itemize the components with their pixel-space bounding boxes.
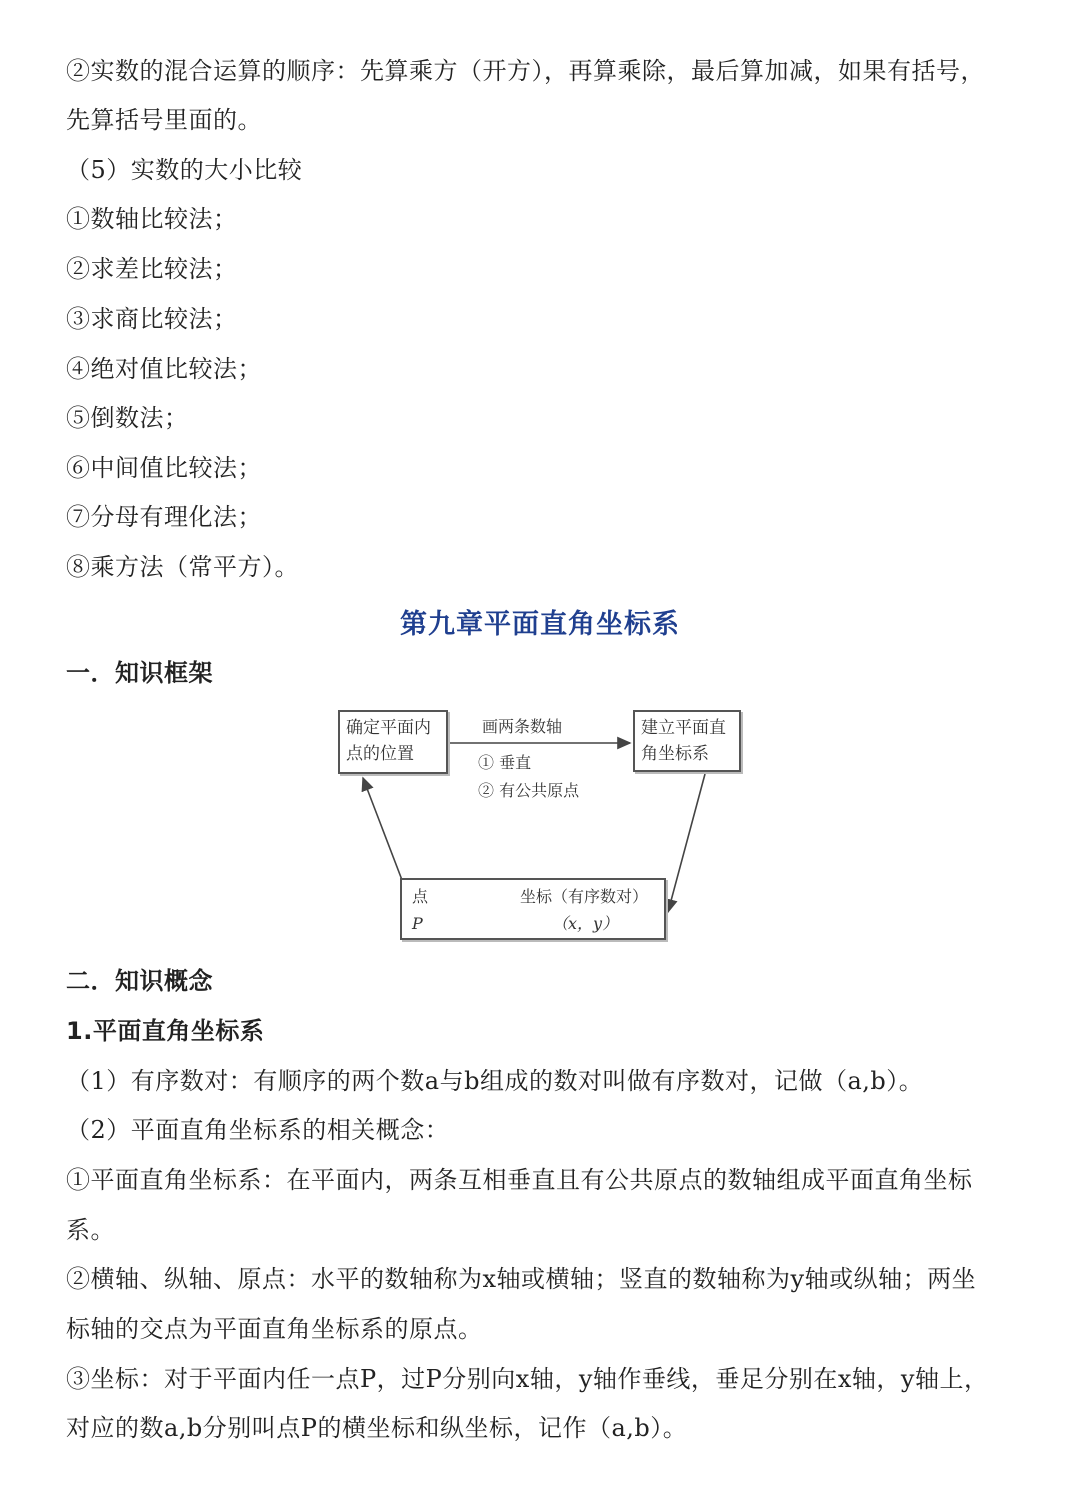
text-line: （2）平面直角坐标系的相关概念： xyxy=(66,1116,450,1144)
box-left-line: 点的位置 xyxy=(346,744,414,764)
text-line: ③求商比较法； xyxy=(66,305,238,333)
arrow-to-bottom-box xyxy=(668,774,705,912)
arrow-label-draw-two-axes: 画两条数轴 xyxy=(482,717,563,736)
box-left-line: 确定平面内 xyxy=(346,718,431,738)
knowledge-framework-diagram xyxy=(330,702,750,952)
text-line: ②横轴、纵轴、原点：水平的数轴称为x轴或横轴；竖直的数轴称为y轴或纵轴；两坐 xyxy=(66,1265,977,1293)
subsection-heading-coordinate-system: 1.平面直角坐标系 xyxy=(66,1017,265,1045)
text-line: ①数轴比较法； xyxy=(66,205,238,233)
label-point: 点 xyxy=(412,887,429,906)
text-line: ⑧乘方法（常平方）。 xyxy=(66,553,299,581)
text-line: 对应的数a,b分别叫点P的横坐标和纵坐标，记作（a,b）。 xyxy=(66,1414,688,1442)
text-line: ①平面直角坐标系：在平面内，两条互相垂直且有公共原点的数轴组成平面直角坐标 xyxy=(66,1166,973,1194)
label-p: P xyxy=(412,914,423,933)
text-line: ②求差比较法； xyxy=(66,255,238,283)
arrow-to-left-box xyxy=(363,778,402,880)
label-xy: （x，y） xyxy=(552,914,619,933)
text-line: ④绝对值比较法； xyxy=(66,355,262,383)
condition-common-origin: ② 有公共原点 xyxy=(478,781,580,800)
condition-perpendicular: ① 垂直 xyxy=(478,753,532,772)
box-point-coordinate xyxy=(400,878,666,940)
box-determine-point-position xyxy=(338,710,448,774)
text-line: ⑤倒数法； xyxy=(66,404,189,432)
text-line: ⑥中间值比较法； xyxy=(66,454,262,482)
text-line: ⑦分母有理化法； xyxy=(66,503,262,531)
text-line: 先算括号里面的。 xyxy=(66,106,262,134)
text-line: （5）实数的大小比较 xyxy=(66,156,303,184)
box-right-line: 角坐标系 xyxy=(641,744,709,764)
text-line: ③坐标：对于平面内任一点P，过P分别向x轴，y轴作垂线，垂足分别在x轴，y轴上， xyxy=(66,1365,989,1393)
label-coordinate-ordered-pair: 坐标（有序数对） xyxy=(520,887,649,906)
box-right-line: 建立平面直 xyxy=(641,718,726,738)
text-line: 标轴的交点为平面直角坐标系的原点。 xyxy=(66,1315,483,1343)
text-line: ②实数的混合运算的顺序：先算乘方（开方），再算乘除，最后算加减，如果有括号， xyxy=(66,57,985,85)
text-line: （1）有序数对：有顺序的两个数a与b组成的数对叫做有序数对，记做（a,b）。 xyxy=(66,1067,924,1095)
chapter-title: 第九章平面直角坐标系 xyxy=(400,609,680,640)
section-heading-concepts: 二．知识概念 xyxy=(66,967,213,995)
box-build-coordinate-system xyxy=(633,710,741,772)
section-heading-framework: 一．知识框架 xyxy=(66,659,213,687)
text-line: 系。 xyxy=(66,1216,115,1244)
